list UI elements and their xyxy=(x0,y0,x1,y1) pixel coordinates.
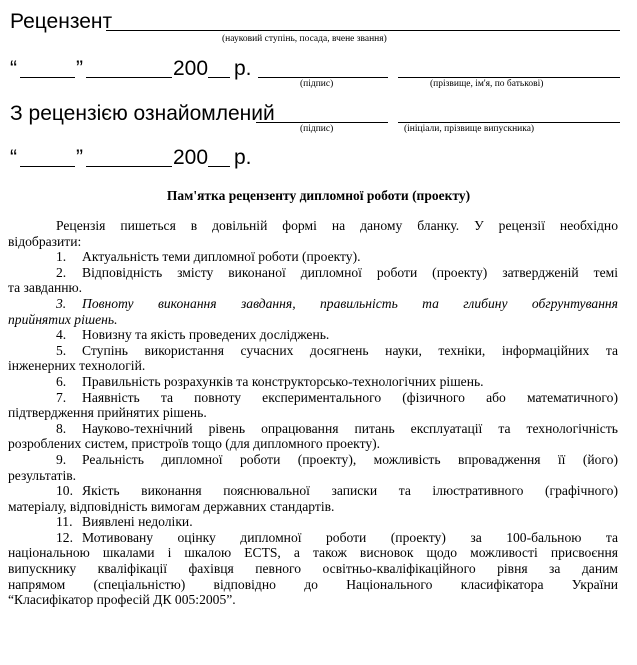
item-text: матеріалу, відповідність вимогам державних стандартів. xyxy=(8,498,335,514)
item-text: “Класифікатор професій ДК 005:2005”. xyxy=(8,592,236,608)
item-number: 6. xyxy=(56,373,67,389)
item-text: Виявлені недоліки. xyxy=(82,514,193,530)
item-number: 4. xyxy=(56,327,67,343)
item-number: 2. xyxy=(56,264,67,280)
date-year: 200 xyxy=(173,57,209,80)
date-open-quote: “ xyxy=(10,57,17,80)
date2-mid-quote: ” xyxy=(76,146,83,169)
item-number: 9. xyxy=(56,451,67,467)
intro-line-2: відобразити: xyxy=(8,233,82,249)
date-year-line[interactable] xyxy=(208,77,230,78)
reviewer-caption: (науковий ступінь, посада, вчене звання) xyxy=(222,34,387,44)
student-line[interactable] xyxy=(398,122,620,123)
item-number: 5. xyxy=(56,342,67,358)
list-item xyxy=(8,249,618,265)
item-number: 12. xyxy=(56,529,73,545)
list-item xyxy=(8,343,618,374)
date-day-line[interactable] xyxy=(20,77,75,78)
date2-day-line[interactable] xyxy=(20,166,75,167)
item-text: Мотивовану оцінку дипломної роботи (проекту) за 100-бальною та xyxy=(82,529,618,545)
item-text: інженерних технологій. xyxy=(8,358,146,374)
item-text: Науково-технічний рівень опрацювання питань експлуатації та технологічність xyxy=(82,420,618,436)
item-number: 1. xyxy=(56,249,67,265)
list-item xyxy=(8,327,618,343)
intro-line-1: Рецензія пишеться в довільній формі на даному бланку. У рецензії необхідно xyxy=(56,218,618,233)
memo-body xyxy=(8,218,618,608)
list-item xyxy=(8,265,618,296)
date-year-suffix: р. xyxy=(234,57,252,80)
date-mid-quote: ” xyxy=(76,57,83,80)
item-number: 10. xyxy=(56,483,73,499)
item-text: Правильність розрахунків та конструкторсько-технологічних рішень. xyxy=(82,373,484,389)
item-text: Якість виконання пояснювальної записки та ілюстративного (графічного) xyxy=(82,483,618,499)
signature-caption: (підпис) xyxy=(300,79,334,89)
list-item xyxy=(8,374,618,390)
item-text: випускнику кваліфікації фахівця певного освітньо-кваліфікаційного рівня за даним xyxy=(8,561,618,577)
list-item xyxy=(8,296,618,327)
list-item xyxy=(8,452,618,483)
reviewer-field-line[interactable] xyxy=(106,30,620,31)
familiarized-label: З рецензією ознайомлений xyxy=(10,102,275,125)
item-text: підтвердження прийнятих рішень. xyxy=(8,405,207,421)
item-text: Реальність дипломної роботи (проекту), можливість впровадження її (його) xyxy=(82,451,618,467)
item-number: 3. xyxy=(56,295,67,311)
item-text: Актуальність теми дипломної роботи (проекту). xyxy=(82,249,361,265)
item-number: 11. xyxy=(56,514,73,530)
signature-caption-2: (підпис) xyxy=(300,124,334,134)
list-item xyxy=(8,530,618,608)
item-text: національною шкалами і шкалою ECTS, а також висновок щодо можливості присвоєння xyxy=(8,545,618,561)
item-text: та завданню. xyxy=(8,280,83,296)
list-item xyxy=(8,421,618,452)
item-text: розроблених систем, пристроїв тощо (для дипломного проекту). xyxy=(8,436,381,452)
item-number: 8. xyxy=(56,420,67,436)
reviewer-label: Рецензент xyxy=(10,10,113,33)
item-text: Новизну та якість проведених досліджень. xyxy=(82,327,330,343)
item-number: 7. xyxy=(56,389,67,405)
name-caption: (прізвище, ім'я, по батькові) xyxy=(430,79,544,89)
memo-title: Пам'ятка рецензенту дипломної роботи (проекту) xyxy=(166,188,471,203)
list-item xyxy=(8,390,618,421)
familiarized-signature-line[interactable] xyxy=(256,122,388,123)
date2-year-suffix: р. xyxy=(234,146,252,169)
item-text: Повноту виконання завдання, правильність та глибину обгрунтування xyxy=(82,295,618,311)
item-text: результатів. xyxy=(8,467,77,483)
date2-open-quote: “ xyxy=(10,146,17,169)
item-text: Ступінь використання сучасних досягнень науки, техніки, інформаційних та xyxy=(82,342,618,358)
date2-year-line[interactable] xyxy=(208,166,230,167)
date-month-line[interactable] xyxy=(86,77,172,78)
date2-month-line[interactable] xyxy=(86,166,172,167)
item-text: напрямом (спеціальністю) відповідно до Національного класифікатора України xyxy=(8,576,618,592)
student-caption: (ініціали, прізвище випускника) xyxy=(404,124,535,134)
date2-year: 200 xyxy=(173,146,209,169)
item-text: Наявність та повноту експериментального (фізичного або математичного) xyxy=(82,389,618,405)
item-text: Відповідність змісту виконаної дипломної роботи (проекту) затвердженій темі xyxy=(82,264,618,280)
list-item xyxy=(8,514,618,530)
list-item xyxy=(8,483,618,514)
item-text: прийнятих рішень. xyxy=(8,311,118,327)
signature-line[interactable] xyxy=(258,77,388,78)
name-line[interactable] xyxy=(398,77,620,78)
